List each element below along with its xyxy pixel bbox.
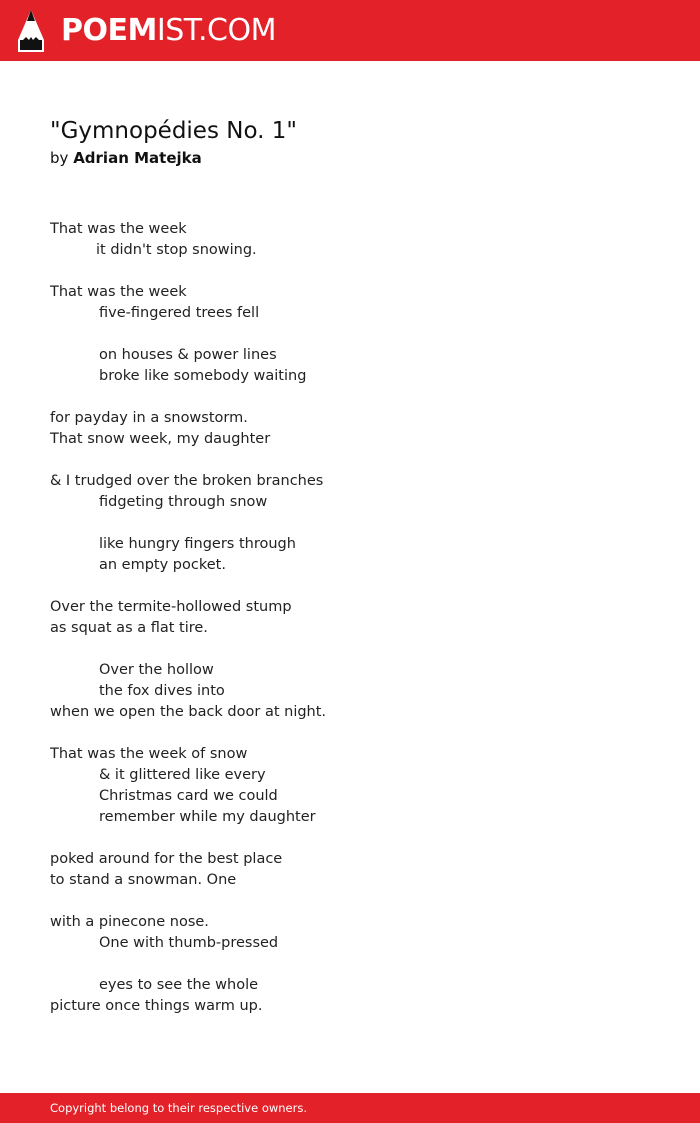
- author-name: Adrian Matejka: [73, 149, 202, 167]
- poem-title: "Gymnopédies No. 1": [50, 118, 297, 144]
- poem-line: with a pinecone nose.: [50, 914, 209, 930]
- poem-line: an empty pocket.: [99, 557, 226, 573]
- brand-light: IST.COM: [156, 13, 276, 48]
- poem-line: like hungry fingers through: [99, 536, 296, 552]
- stanza-break: [50, 387, 670, 408]
- poem-line: That was the week of snow: [50, 746, 248, 762]
- pencil-tip-icon[interactable]: [18, 10, 44, 52]
- poem-line: & it glittered like every: [99, 767, 266, 783]
- stanza-break: [50, 828, 670, 849]
- stanza-break: [50, 324, 670, 345]
- poem-line: & I trudged over the broken branches: [50, 473, 324, 489]
- copyright-notice: Copyright belong to their respective owners.: [50, 1101, 308, 1115]
- poem-line: Christmas card we could: [99, 788, 278, 804]
- poem-line: fidgeting through snow: [99, 494, 268, 510]
- stanza-break: [50, 954, 670, 975]
- stanza-break: [50, 723, 670, 744]
- poem-line: eyes to see the whole: [99, 977, 259, 993]
- poem-line: when we open the back door at night.: [50, 704, 327, 720]
- poem-line: five-fingered trees fell: [99, 305, 260, 321]
- byline-prefix: by: [50, 149, 69, 167]
- poem-line: That was the week: [50, 221, 187, 237]
- poem-line: as squat as a flat tire.: [50, 620, 208, 636]
- poem-line: for payday in a snowstorm.: [50, 410, 248, 426]
- site-footer: [0, 1093, 700, 1123]
- poem-line: One with thumb-pressed: [99, 935, 279, 951]
- stanza-break: [50, 450, 670, 471]
- stanza-break: [50, 576, 670, 597]
- site-logo-wordmark[interactable]: [61, 12, 276, 50]
- poem-line: Over the hollow: [99, 662, 214, 678]
- poem-body: [50, 219, 670, 1017]
- poem-line: poked around for the best place: [50, 851, 283, 867]
- poem-line: broke like somebody waiting: [99, 368, 307, 384]
- site-header: [0, 0, 700, 61]
- stanza-break: [50, 891, 670, 912]
- poem-line: That was the week: [50, 284, 187, 300]
- poem-line: That snow week, my daughter: [50, 431, 271, 447]
- poem-line: picture once things warm up.: [50, 998, 263, 1014]
- poem-line: the fox dives into: [99, 683, 225, 699]
- poem-byline: [50, 148, 202, 169]
- stanza-break: [50, 261, 670, 282]
- stanza-break: [50, 639, 670, 660]
- poem-line: on houses & power lines: [99, 347, 277, 363]
- poem-line: Over the termite-hollowed stump: [50, 599, 292, 615]
- poem-line: it didn't stop snowing.: [96, 242, 257, 258]
- stanza-break: [50, 513, 670, 534]
- brand-bold: POEM: [61, 13, 157, 48]
- poem-line: remember while my daughter: [99, 809, 316, 825]
- poem-line: to stand a snowman. One: [50, 872, 237, 888]
